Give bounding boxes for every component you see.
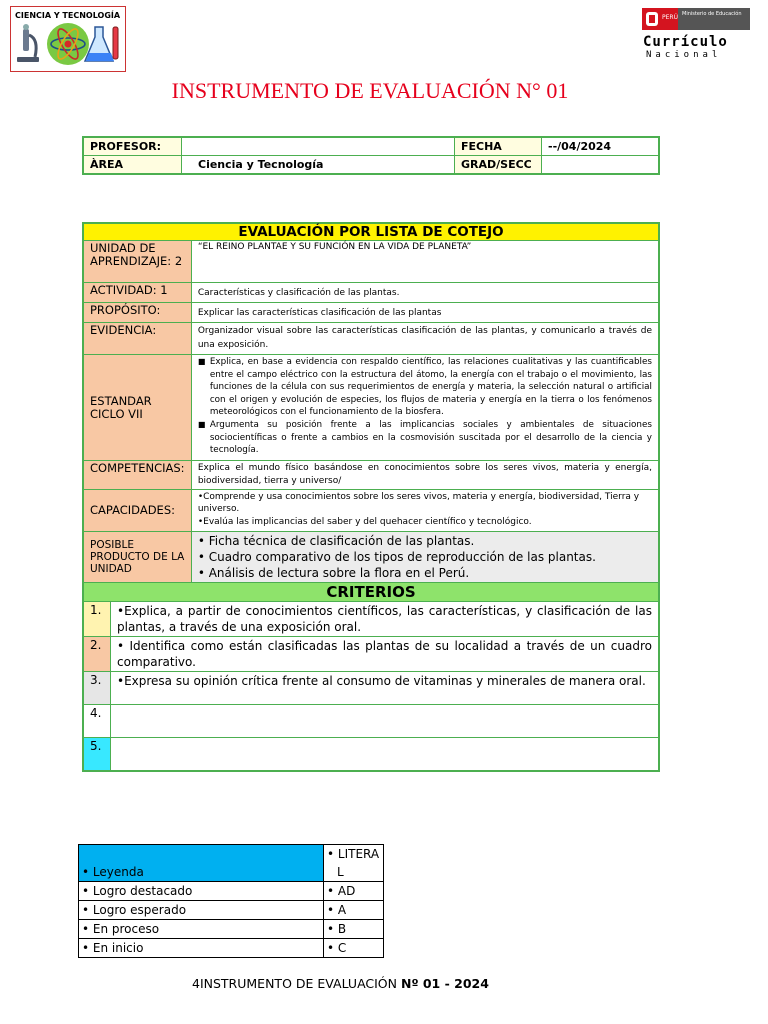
microscope-icon [17, 24, 39, 62]
actividad-value: Características y clasificación de las plantas. [191, 283, 659, 303]
criterio-number: 3. [83, 672, 111, 705]
footer-text: 4INSTRUMENTO DE EVALUACIÓN [192, 976, 401, 991]
legend-label: • En inicio [79, 939, 324, 958]
capacidades-label: CAPACIDADES: [83, 490, 191, 532]
curriculum-title: Currículo [643, 34, 728, 50]
producto-label: POSIBLE PRODUCTO DE LA UNIDAD [83, 532, 191, 583]
area-field[interactable]: Ciencia y Tecnología [182, 156, 455, 175]
legend-value: • B [324, 920, 384, 939]
grado-field[interactable] [542, 156, 660, 175]
producto-value [191, 532, 659, 583]
criterio-text[interactable] [111, 705, 660, 738]
producto-item: • Ficha técnica de clasificación de las plantas. [197, 534, 475, 548]
criterio-text: • Identifica como están clasificadas las plantas de su localidad a través de un cuadro comparativo. [111, 637, 660, 672]
square-bullet-icon: ■ [197, 357, 206, 366]
legend-label: • Logro destacado [79, 882, 324, 901]
criterio-text: •Explica, a partir de conocimientos científicos, las características, y clasificación de las plantas, a través de una exposición oral. [111, 602, 660, 637]
footer-number: Nº 01 - 2024 [400, 976, 489, 991]
profesor-label: PROFESOR: [83, 137, 182, 156]
capacidad-item: •Evalúa las implicancias del saber y del quehacer científico y tecnológico. [197, 517, 532, 527]
legend-label: • En proceso [79, 920, 324, 939]
unidad-value: “EL REINO PLANTAE Y SU FUNCIÓN EN LA VIDA DE PLANETA” [191, 241, 659, 283]
curriculo-nacional-logo [640, 8, 752, 64]
literal-header [324, 845, 384, 882]
producto-item: • Cuadro comparativo de los tipos de reproducción de las plantas. [197, 550, 596, 564]
profesor-field[interactable] [182, 137, 455, 156]
ministry-country: PERÚ [662, 14, 678, 21]
proposito-label: PROPÓSITO: [83, 303, 191, 323]
criterio-text[interactable] [111, 738, 660, 771]
producto-item: • Análisis de lectura sobre la flora en el Perú. [197, 566, 470, 580]
legend-value: • C [324, 939, 384, 958]
unidad-label: UNIDAD DE APRENDIZAJE: 2 [83, 241, 191, 283]
peru-flag [642, 8, 678, 30]
legend-header: • Leyenda [79, 845, 324, 882]
page-footer [192, 976, 489, 991]
area-logo [10, 6, 126, 72]
estandar-label: ESTANDAR CICLO VII [83, 355, 191, 461]
criterios-title: CRITERIOS [83, 583, 659, 602]
criterio-number: 5. [83, 738, 111, 771]
capacidad-item: •Comprende y usa conocimientos sobre los seres vivos, materia y energía, biodiversidad, Tierra y universo. [197, 492, 640, 514]
evidencia-value: Organizador visual sobre las características clasificación de las plantas, y comunicarlo a través de una exposición. [191, 323, 659, 355]
square-bullet-icon: ■ [197, 419, 206, 429]
checklist-title: EVALUACIÓN POR LISTA DE COTEJO [83, 223, 659, 241]
criterio-number: 1. [83, 602, 111, 637]
estandar-item: ■ Explica, en base a evidencia con respaldo científico, las relaciones cualitativas y las cuantificables entre el campo eléctrico con la estructura del átomo, la energía con el trabajo o el movimiento, las funciones de la célula con sus requerimientos de energía y materia, la selección natural o artificial con el origen y evolución de especies, los flujos de materia y energía en la tierra o los fenómenos meteorológicos con el funcionamiento de la biosfera. [197, 357, 652, 418]
criterio-text: •Expresa su opinión crítica frente al consumo de vitaminas y minerales de manera oral. [111, 672, 660, 705]
capacidades-value [191, 490, 659, 532]
area-logo-title: CIENCIA Y TECNOLOGÍA [15, 11, 121, 20]
coat-of-arms-icon [644, 10, 660, 28]
document-title: INSTRUMENTO DE EVALUACIÓN N° 01 [171, 78, 569, 103]
atom-icon [47, 23, 89, 65]
legend-value: • A [324, 901, 384, 920]
actividad-label: ACTIVIDAD: 1 [83, 283, 191, 303]
competencia-label: COMPETENCIAS: [83, 461, 191, 490]
flask-icon [85, 27, 118, 61]
science-icons-illustration [15, 21, 121, 67]
estandar-value [191, 355, 659, 461]
grado-label: GRAD/SECC [455, 156, 542, 175]
literal-header-line: • LITERA [327, 847, 380, 861]
legend-value: • AD [324, 882, 384, 901]
fecha-label: FECHA [455, 137, 542, 156]
checklist-table [82, 222, 660, 772]
evidencia-label: EVIDENCIA: [83, 323, 191, 355]
proposito-value: Explicar las características clasificación de las plantas [191, 303, 659, 323]
fecha-field[interactable]: --/04/2024 [542, 137, 660, 156]
literal-header-line: L [337, 865, 344, 879]
estandar-item: ■ Argumenta su posición frente a las implicancias sociales y ambientales de situaciones sociocientíficas o frente a cambios en la cosmovisión suscitada por el desarrollo de la ciencia y tecnología. [197, 419, 652, 456]
ministry-name: Ministerio de Educación [682, 11, 742, 17]
curriculum-subtitle: Nacional [646, 50, 722, 60]
competencia-value: Explica el mundo físico basándose en conocimientos sobre los seres vivos, materia y energía, biodiversidad, tierra y universo/ [191, 461, 659, 490]
criterio-number: 4. [83, 705, 111, 738]
legend-label: • Logro esperado [79, 901, 324, 920]
criterio-number: 2. [83, 637, 111, 672]
legend-table [78, 844, 384, 958]
info-table [82, 136, 660, 175]
area-label: ÀREA [83, 156, 182, 175]
